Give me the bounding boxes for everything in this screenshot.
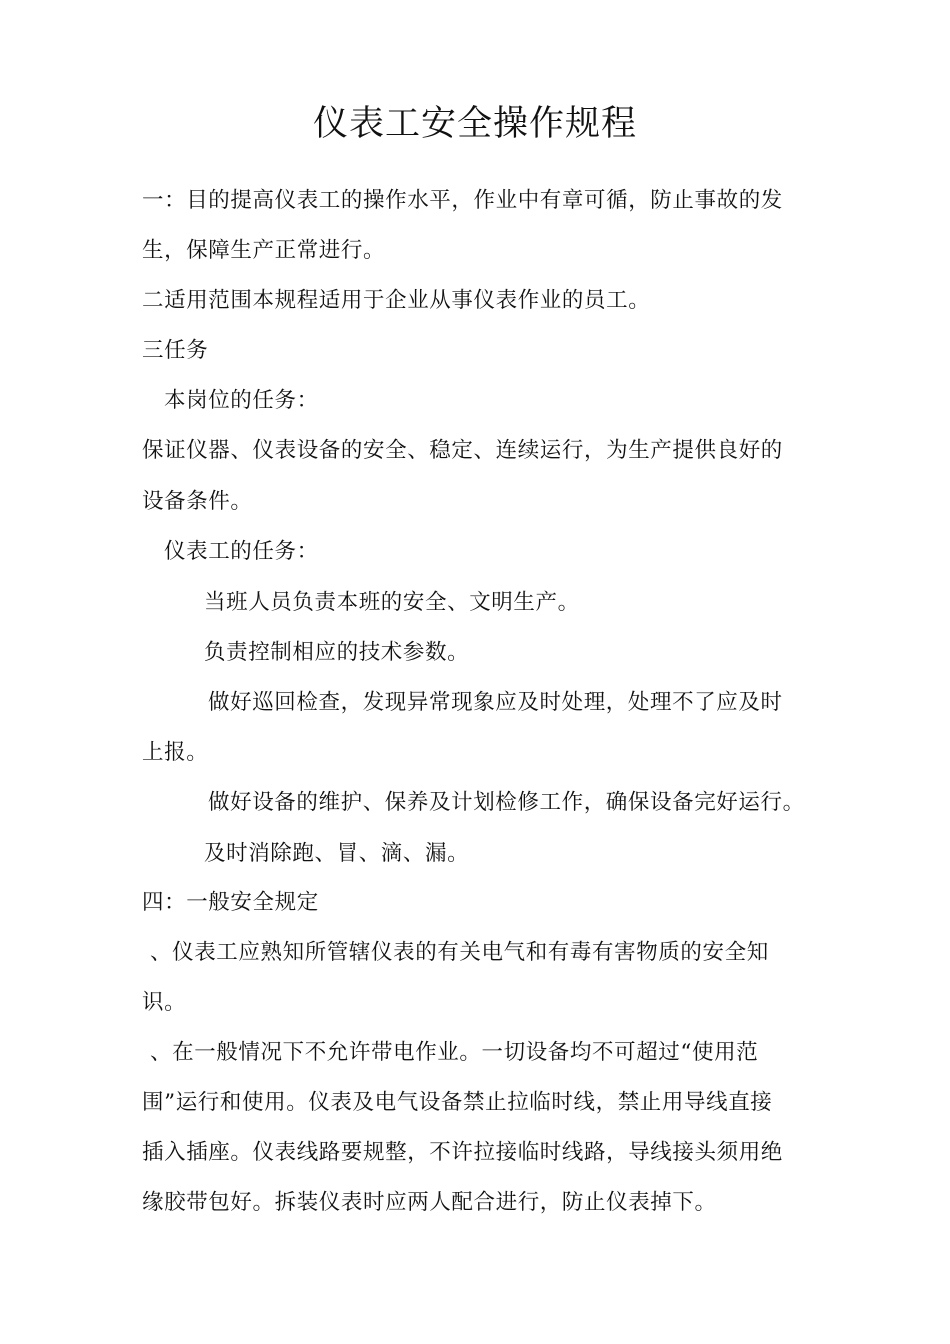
text-line-post-task-cont: 设备条件。 <box>142 489 253 514</box>
text-line-scope: 二适用范围本规程适用于企业从事仪表作业的员工。 <box>142 288 651 313</box>
list-item-inspection-cont: 上报。 <box>142 740 209 765</box>
rule-item-knowledge: 、仪表工应熟知所管辖仪表的有关电气和有毒有害物质的安全知 <box>150 940 769 965</box>
text-line-post-task: 保证仪器、仪表设备的安全、稳定、连续运行，为生产提供良好的 <box>142 438 783 463</box>
subheading-post-tasks: 本岗位的任务： <box>164 388 319 413</box>
list-item-parameters: 负责控制相应的技术参数。 <box>204 640 470 665</box>
text-line-purpose: 一：目的提高仪表工的操作水平，作业中有章可循，防止事故的发 <box>142 188 783 213</box>
rule-item-live-work-cont-2: 插入插座。仪表线路要规整，不许拉接临时线路，导线接头须用绝 <box>142 1140 783 1165</box>
rule-item-knowledge-cont: 识。 <box>142 990 187 1015</box>
rule-item-live-work-cont-3: 缘胶带包好。拆装仪表时应两人配合进行，防止仪表掉下。 <box>142 1190 717 1215</box>
rule-item-live-work-cont-1: 围”运行和使用。仪表及电气设备禁止拉临时线，禁止用导线直接 <box>142 1090 773 1115</box>
section-heading-general-safety: 四：一般安全规定 <box>142 890 319 915</box>
list-item-maintenance: 做好设备的维护、保养及计划检修工作，确保设备完好运行。 <box>208 790 805 815</box>
subheading-instrument-worker-tasks: 仪表工的任务： <box>164 539 319 564</box>
text-line-purpose-cont: 生，保障生产正常进行。 <box>142 238 386 263</box>
list-item-inspection: 做好巡回检查，发现异常现象应及时处理，处理不了应及时 <box>208 690 783 715</box>
document-title: 仪表工安全操作规程 <box>312 104 637 144</box>
rule-item-live-work: 、在一般情况下不允许带电作业。一切设备均不可超过“使用范 <box>150 1040 759 1065</box>
list-item-leaks: 及时消除跑、冒、滴、漏。 <box>204 841 470 866</box>
list-item-shift-safety: 当班人员负责本班的安全、文明生产。 <box>204 590 580 615</box>
section-heading-tasks: 三任务 <box>142 338 209 363</box>
